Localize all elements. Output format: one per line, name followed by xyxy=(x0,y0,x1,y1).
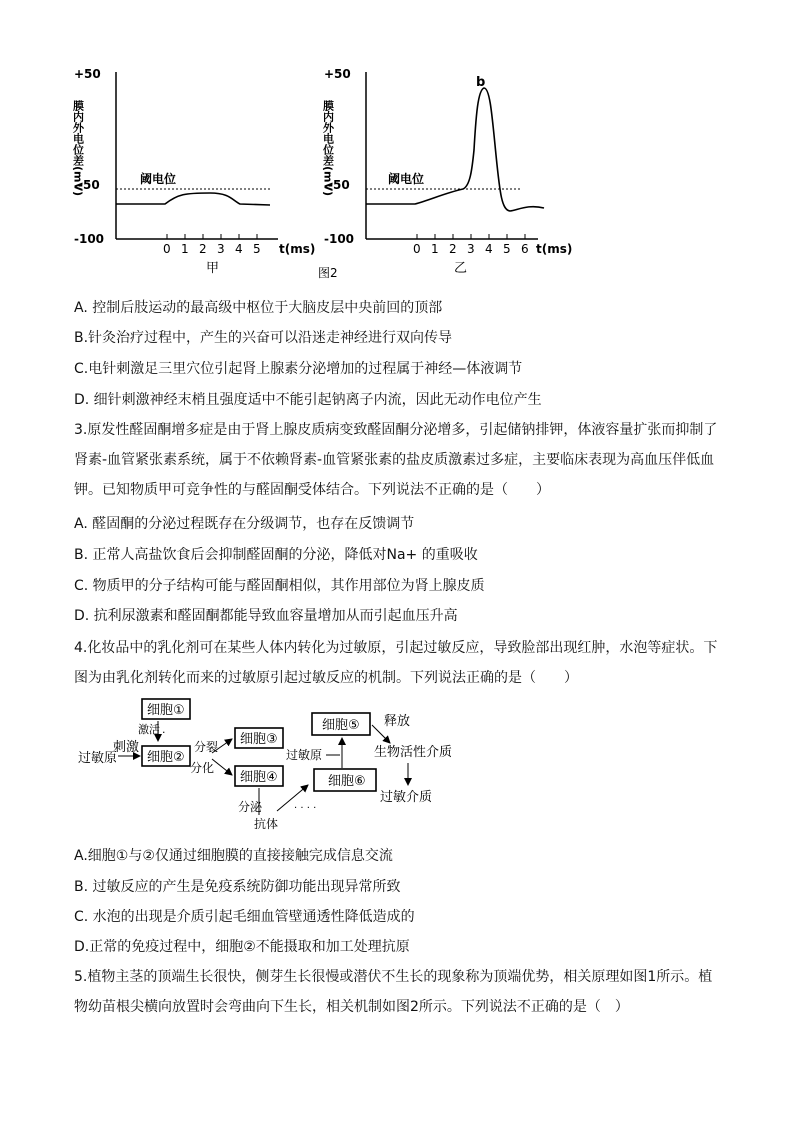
chart-a-y-mid: -50 xyxy=(78,178,100,192)
q2-option-b: B.针灸治疗过程中，产生的兴奋可以沿迷走神经进行双向传导 xyxy=(74,330,453,346)
q4-option-d: D.正常的免疫过程中，细胞②不能摄取和加工处理抗原 xyxy=(74,939,410,955)
chart-b-peak-label: b xyxy=(476,75,486,90)
cell-1-label: 细胞① xyxy=(147,703,185,718)
cell-3-label: 细胞③ xyxy=(240,732,278,747)
chart-b-x-ticks xyxy=(413,234,529,256)
chart-b-tick: 6 xyxy=(521,242,529,256)
proliferate-label: 分裂 xyxy=(194,740,219,754)
cell-2-label: 细胞② xyxy=(147,750,185,765)
figure-2 xyxy=(70,60,590,285)
chart-b-threshold-label: 阈电位 xyxy=(388,172,425,186)
chart-a-tick: 0 xyxy=(163,242,171,256)
chart-a-y-axis-label: 膜内外电位差(mV) xyxy=(71,100,85,197)
antibody-label: 抗体 xyxy=(254,817,279,831)
q4-option-a: A.细胞①与②仅通过细胞膜的直接接触完成信息交流 xyxy=(74,848,393,864)
chart-a-tick: 2 xyxy=(199,242,207,256)
q4-option-c: C. 水泡的出现是介质引起毛细血管壁通透性降低造成的 xyxy=(74,909,415,925)
q3-stem: 3.原发性醛固酮增多症是由于肾上腺皮质病变致醛固酮分泌增多，引起储钠排钾，体液容量扩张而抑制了肾素-血管紧张素系统，属于不依赖肾素-血管紧张素的盐皮质激素过多症，主要临床表现为高血压伴低血钾。已知物质甲可竞争性的与醛固酮受体结合。下列说法不正确的是（ ） xyxy=(74,422,718,498)
differentiate-label: 分化 xyxy=(190,761,215,775)
chart-a-tick: 3 xyxy=(217,242,225,256)
bioactive-label: 生物活性介质 xyxy=(374,745,452,760)
chart-b-tick: 4 xyxy=(485,242,493,256)
secrete-label: 分泌 xyxy=(238,800,263,814)
chart-a-y-bottom: -100 xyxy=(74,232,105,246)
q2-option-d: D. 细针刺激神经末梢且强度适中不能引起钠离子内流，因此无动作电位产生 xyxy=(74,392,542,408)
chart-b-y-axis-label: 膜内外电位差(mV) xyxy=(321,100,335,197)
chart-b-tick: 0 xyxy=(413,242,421,256)
chart-a-x-unit: t(ms) xyxy=(279,242,316,256)
chart-jia xyxy=(72,67,316,276)
allergy-mediator-label: 过敏介质 xyxy=(380,790,433,805)
chart-b-tick: 5 xyxy=(503,242,511,256)
arrow-2-to-4 xyxy=(212,759,232,775)
chart-a-tick: 1 xyxy=(181,242,189,256)
chart-a-curve xyxy=(116,193,270,205)
chart-b-tick: 3 xyxy=(467,242,475,256)
release-label: 释放 xyxy=(384,714,411,729)
figure-caption: 图2 xyxy=(318,266,338,280)
chart-a-panel-label: 甲 xyxy=(206,261,220,276)
q5-stem: 5.植物主茎的顶端生长很快，侧芽生长很慢或潜伏不生长的现象称为顶端优势，相关原理如图1所示。植物幼苗根尖横向放置时会弯曲向下生长，相关机制如图2所示。下列说法不正确的是（ ） xyxy=(74,969,713,1015)
svg-text:.: . xyxy=(162,723,166,736)
cell-6-label: 细胞⑥ xyxy=(328,774,366,789)
chart-b-curve xyxy=(366,88,544,211)
dots: · · · · xyxy=(294,803,317,814)
chart-a-y-top: +50 xyxy=(74,67,101,81)
activate-label: 激活 xyxy=(138,723,160,736)
allergen-left-label: 过敏原 xyxy=(78,751,118,766)
q3-option-a: A. 醛固酮的分泌过程既存在分级调节，也存在反馈调节 xyxy=(74,516,415,532)
chart-b-panel-label: 乙 xyxy=(454,261,468,276)
allergy-mechanism-diagram xyxy=(72,693,452,838)
chart-b-tick: 2 xyxy=(449,242,457,256)
chart-b-x-unit: t(ms) xyxy=(536,242,573,256)
chart-b-y-mid: -50 xyxy=(328,178,350,192)
chart-a-tick: 5 xyxy=(253,242,261,256)
chart-b-y-top: +50 xyxy=(324,67,351,81)
q3-option-c: C. 物质甲的分子结构可能与醛固酮相似，其作用部位为肾上腺皮质 xyxy=(74,578,485,594)
cell-5-label: 细胞⑤ xyxy=(322,718,360,733)
q4-option-b: B. 过敏反应的产生是免疫系统防御功能出现异常所致 xyxy=(74,879,401,895)
q2-option-c: C.电针刺激足三里穴位引起肾上腺素分泌增加的过程属于神经—体液调节 xyxy=(74,361,523,377)
chart-b-tick: 1 xyxy=(431,242,439,256)
chart-yi xyxy=(322,67,573,276)
chart-a-x-ticks xyxy=(163,234,261,256)
q3-option-b: B. 正常人高盐饮食后会抑制醛固酮的分泌，降低对Na+ 的重吸收 xyxy=(74,547,478,563)
q4-stem: 4.化妆品中的乳化剂可在某些人体内转化为过敏原，引起过敏反应，导致脸部出现红肿，水泡等症状。下图为由乳化剂转化而来的过敏原引起过敏反应的机制。下列说法正确的是（ ） xyxy=(74,640,718,686)
chart-a-tick: 4 xyxy=(235,242,243,256)
cell-4-label: 细胞④ xyxy=(240,770,278,785)
allergen-mid-label: 过敏原 xyxy=(286,748,323,762)
q2-option-a: A. 控制后肢运动的最高级中枢位于大脑皮层中央前回的顶部 xyxy=(74,300,443,316)
q3-option-d: D. 抗利尿激素和醛固酮都能导致血容量增加从而引起血压升高 xyxy=(74,608,458,624)
chart-b-y-bottom: -100 xyxy=(324,232,355,246)
chart-a-threshold-label: 阈电位 xyxy=(140,172,177,186)
stimulate-label: 刺激 xyxy=(113,740,140,755)
